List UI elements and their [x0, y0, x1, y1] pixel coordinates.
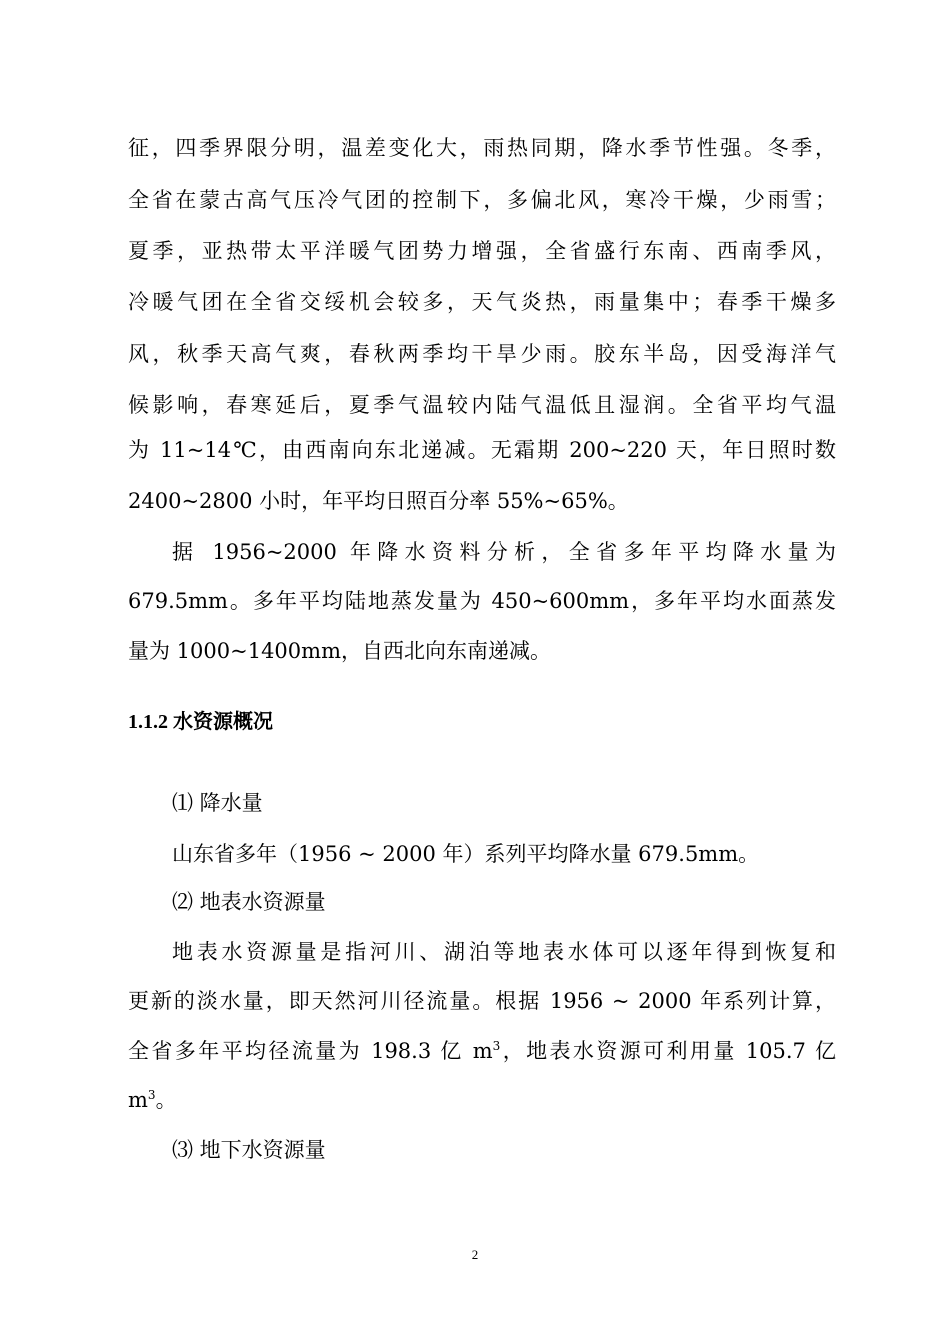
text-line: 全省在蒙古高气压冷气团的控制下，多偏北风，寒冷干燥，少雨雪；: [128, 188, 836, 212]
text-line: 据 1956~2000 年降水资料分析，全省多年平均降水量为: [172, 540, 836, 564]
text-line: 更新的淡水量，即天然河川径流量。根据 1956 ~ 2000 年系列计算，: [128, 989, 836, 1013]
text-span: ，地表水资源可利用量 105.7 亿: [500, 1039, 836, 1063]
item-text-precipitation: 山东省多年（1956 ~ 2000 年）系列平均降水量 679.5mm。: [172, 842, 760, 866]
item-label-surface-water: ⑵ 地表水资源量: [172, 890, 326, 914]
text-line: 679.5mm。多年平均陆地蒸发量为 450~600mm，多年平均水面蒸发: [128, 589, 836, 613]
section-heading: 1.1.2 水资源概况: [128, 711, 273, 733]
text-line: 风，秋季天高气爽，春秋两季均干旱少雨。胶东半岛，因受海洋气: [128, 342, 836, 366]
item-label-precipitation: ⑴ 降水量: [172, 791, 263, 815]
text-line: 冷暖气团在全省交绥机会较多，天气炎热，雨量集中；春季干燥多: [128, 290, 836, 314]
text-line: 为 11~14℃，由西南向东北递减。无霜期 200~220 天，年日照时数: [128, 438, 836, 462]
superscript: 3: [147, 1088, 156, 1102]
text-line: [128, 1037, 836, 1065]
item-label-groundwater: ⑶ 地下水资源量: [172, 1138, 326, 1162]
text-span: 。: [155, 1088, 177, 1112]
page-number: 2: [471, 1247, 479, 1262]
text-line: 地表水资源量是指河川、湖泊等地表水体可以逐年得到恢复和: [172, 940, 836, 964]
text-line: 夏季，亚热带太平洋暖气团势力增强，全省盛行东南、西南季风，: [128, 239, 836, 263]
text-line: 2400~2800 小时，年平均日照百分率 55%~65%。: [128, 489, 629, 513]
text-line: [128, 1086, 836, 1114]
text-line: 征，四季界限分明，温差变化大，雨热同期，降水季节性强。冬季，: [128, 136, 836, 160]
text-line: 候影响，春寒延后，夏季气温较内陆气温低且湿润。全省平均气温: [128, 393, 836, 417]
superscript: 3: [492, 1039, 501, 1053]
text-line: 量为 1000~1400mm，自西北向东南递减。: [128, 639, 551, 663]
text-span: m: [128, 1088, 148, 1112]
text-span: 全省多年平均径流量为 198.3 亿 m: [128, 1039, 493, 1063]
